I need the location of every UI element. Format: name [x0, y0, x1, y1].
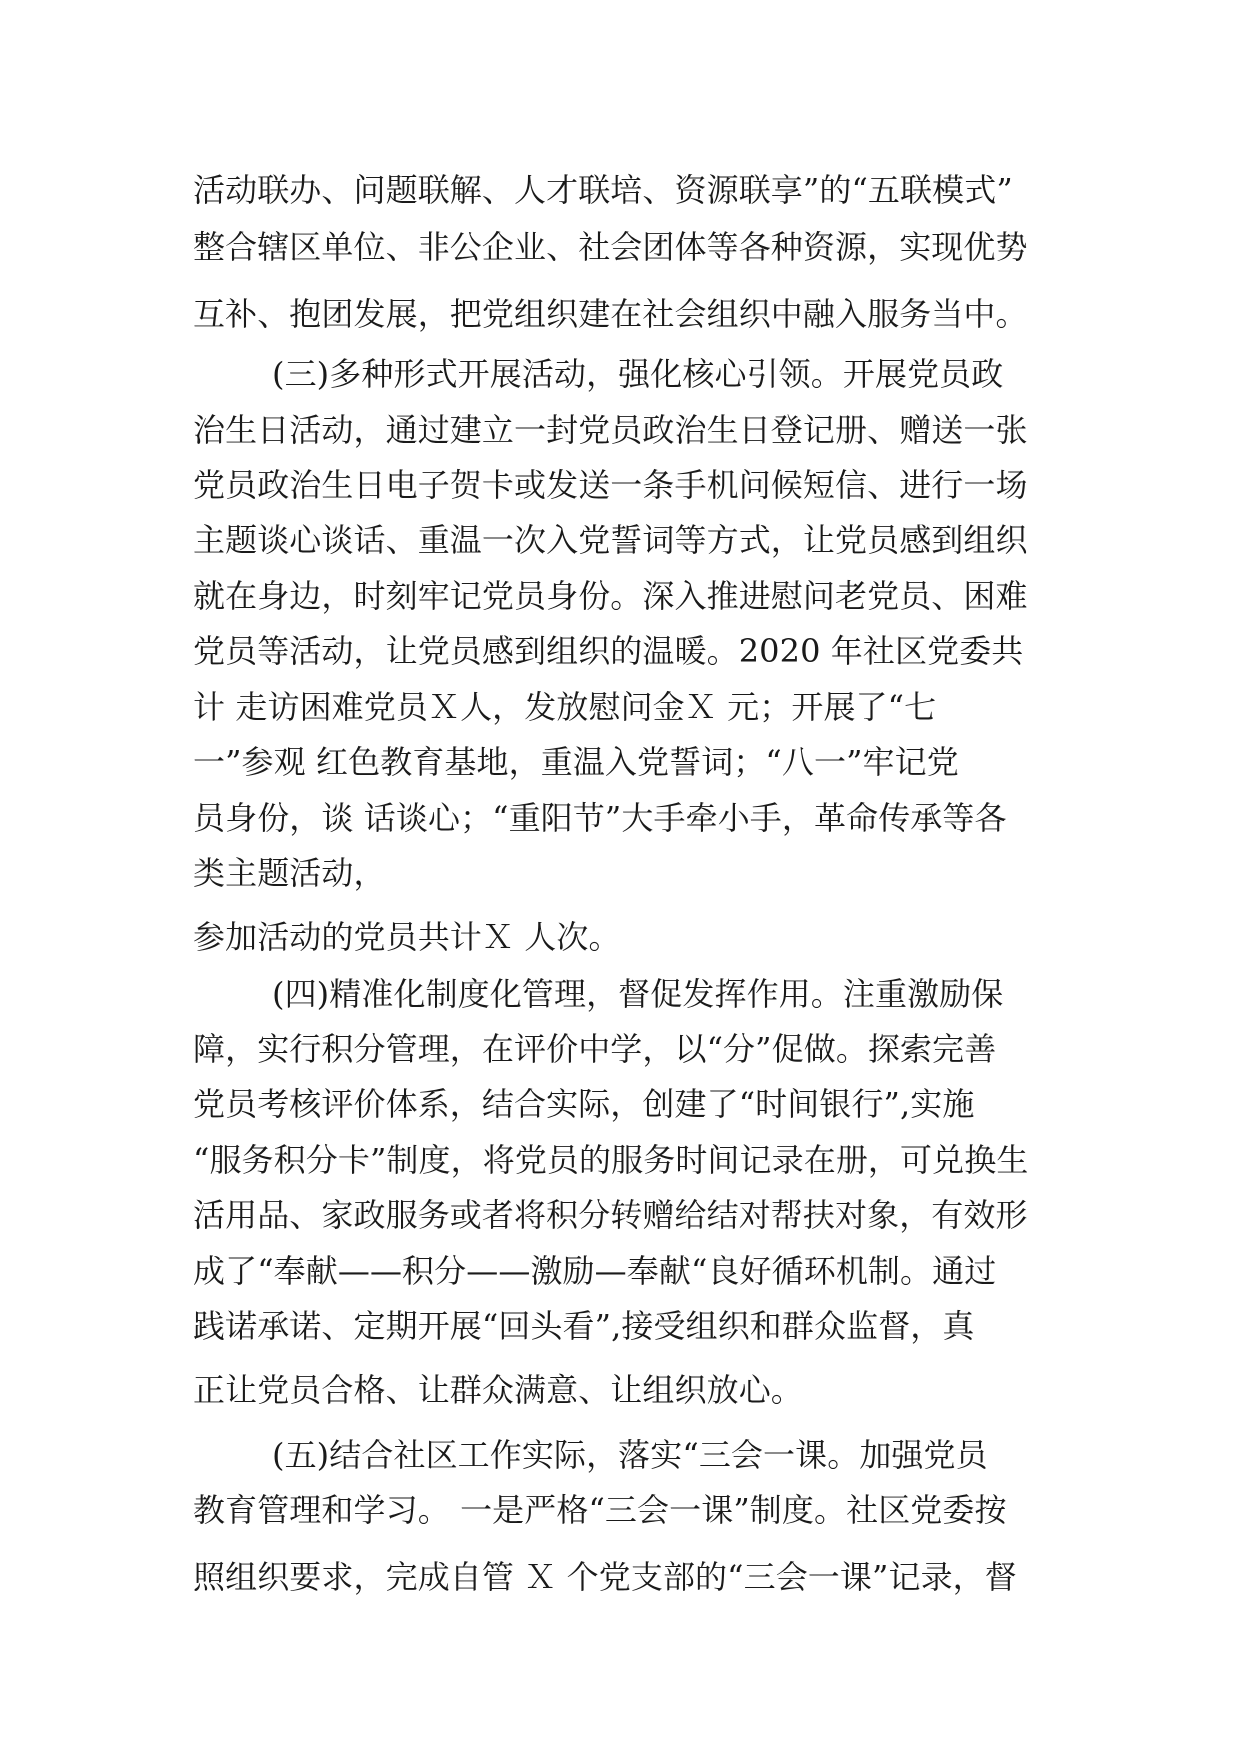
paragraph-heading-4: (四)精准化制度化管理，督促发挥作用。注重激励保 — [272, 975, 1004, 1013]
text-line: 党员考核评价体系，结合实际，创建了“时间银行”,实施 — [193, 1085, 975, 1123]
text-line: 活动联办、问题联解、人才联培、资源联享”的“五联模式” — [193, 171, 1013, 209]
text-line: 治生日活动，通过建立一封党员政治生日登记册、赠送一张 — [193, 411, 1028, 449]
text-line: 践诺承诺、定期开展“回头看”,接受组织和群众监督，真 — [193, 1307, 975, 1345]
text-line: 教育管理和学习。 一是严格“三会一课”制度。社区党委按 — [193, 1491, 1007, 1529]
text-line: 整合辖区单位、非公企业、社会团体等各种资源，实现优势 — [193, 228, 1028, 266]
text-line: 员身份，谈 话谈心；“重阳节”大手牵小手，革命传承等各 — [193, 799, 1007, 837]
text-line: 参加活动的党员共计Ｘ 人次。 — [193, 918, 621, 956]
text-line: 就在身边，时刻牢记党员身份。深入推进慰问老党员、困难 — [193, 577, 1028, 615]
text-line: 障，实行积分管理，在评价中学，以“分”促做。探索完善 — [193, 1030, 997, 1068]
text-line: 主题谈心谈话、重温一次入党誓词等方式，让党员感到组织 — [193, 521, 1028, 559]
text-line: “服务积分卡”制度，将党员的服务时间记录在册，可兑换生 — [193, 1141, 1029, 1179]
paragraph-heading-3: (三)多种形式开展活动，强化核心引领。开展党员政 — [272, 355, 1004, 393]
text-line: 正让党员合格、让群众满意、让组织放心。 — [193, 1371, 803, 1409]
text-line: 照组织要求，完成自管 Ｘ 个党支部的“三会一课”记录，督 — [193, 1558, 1017, 1596]
text-line: 互补、抱团发展，把党组织建在社会组织中融入服务当中。 — [193, 295, 1028, 333]
text-line: 计 走访困难党员Ｘ人，发放慰问金Ｘ 元；开展了“七 — [193, 688, 937, 726]
text-line: 党员政治生日电子贺卡或发送一条手机问候短信、进行一场 — [193, 466, 1028, 504]
text-line: 一”参观 红色教育基地，重温入党誓词；“八一”牢记党 — [193, 743, 959, 781]
text-line: 活用品、家政服务或者将积分转赠给结对帮扶对象，有效形 — [193, 1196, 1028, 1234]
text-line: 类主题活动， — [193, 854, 386, 892]
text-line: 党员等活动，让党员感到组织的温暖。2020 年社区党委共 — [193, 632, 1024, 670]
paragraph-heading-5: (五)结合社区工作实际，落实“三会一课。加强党员 — [272, 1436, 988, 1474]
text-line: 成了“奉献——积分——激励—奉献“良好循环机制。通过 — [193, 1252, 997, 1290]
